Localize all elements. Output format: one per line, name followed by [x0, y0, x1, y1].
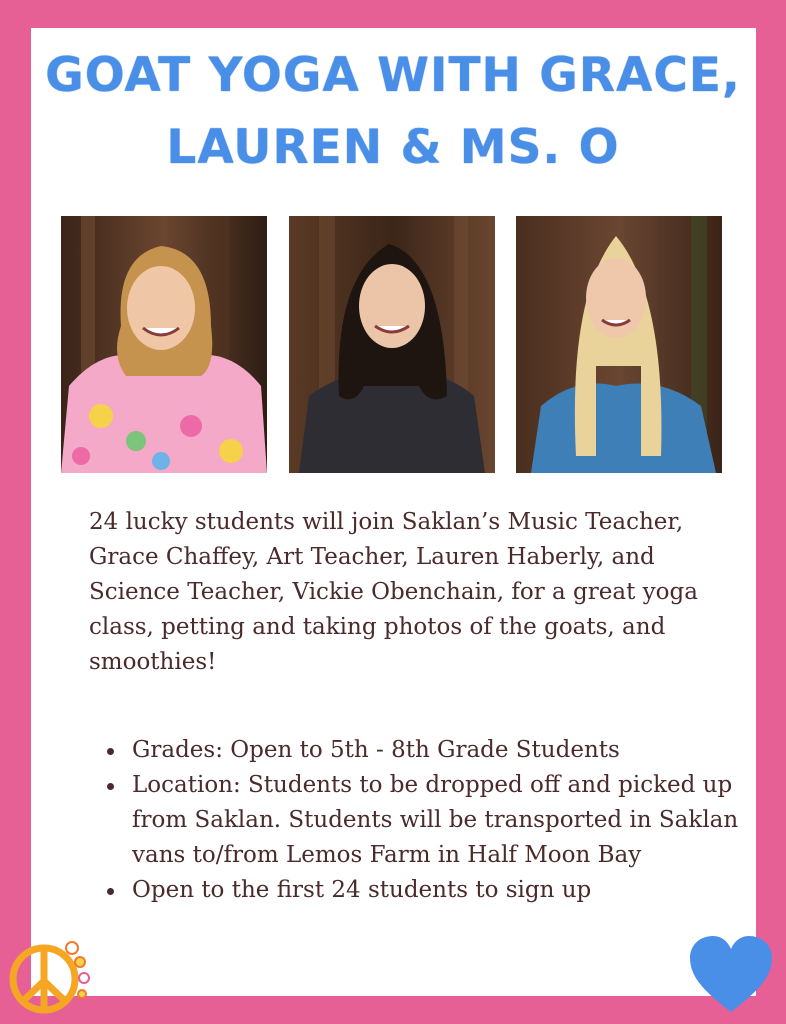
photo-vickie: [516, 216, 722, 473]
peace-sign-icon: [6, 936, 92, 1022]
photo-grace: [61, 216, 267, 473]
detail-grades: Grades: Open to 5th - 8th Grade Students: [132, 733, 742, 768]
detail-location: Location: Students to be dropped off and picked up from Saklan. Students will be transported in Saklan vans to/from Lemos Farm in Half Moon Bay: [132, 768, 742, 873]
detail-signup: Open to the first 24 students to sign up: [132, 873, 742, 908]
heart-icon: [688, 934, 774, 1018]
photo-lauren: [289, 216, 495, 473]
title-line-1: GOAT YOGA WITH GRACE,: [45, 48, 741, 103]
details-list: [89, 733, 742, 908]
intro-paragraph: 24 lucky students will join Saklan’s Music Teacher, Grace Chaffey, Art Teacher, Lauren Haberly, and Science Teacher, Vickie Obenchain, for a great yoga class, petting and taking photos of the goats, and smoothies!: [89, 509, 698, 675]
title-line-2: LAUREN & MS. O: [166, 120, 620, 175]
flyer-title: [0, 40, 786, 184]
